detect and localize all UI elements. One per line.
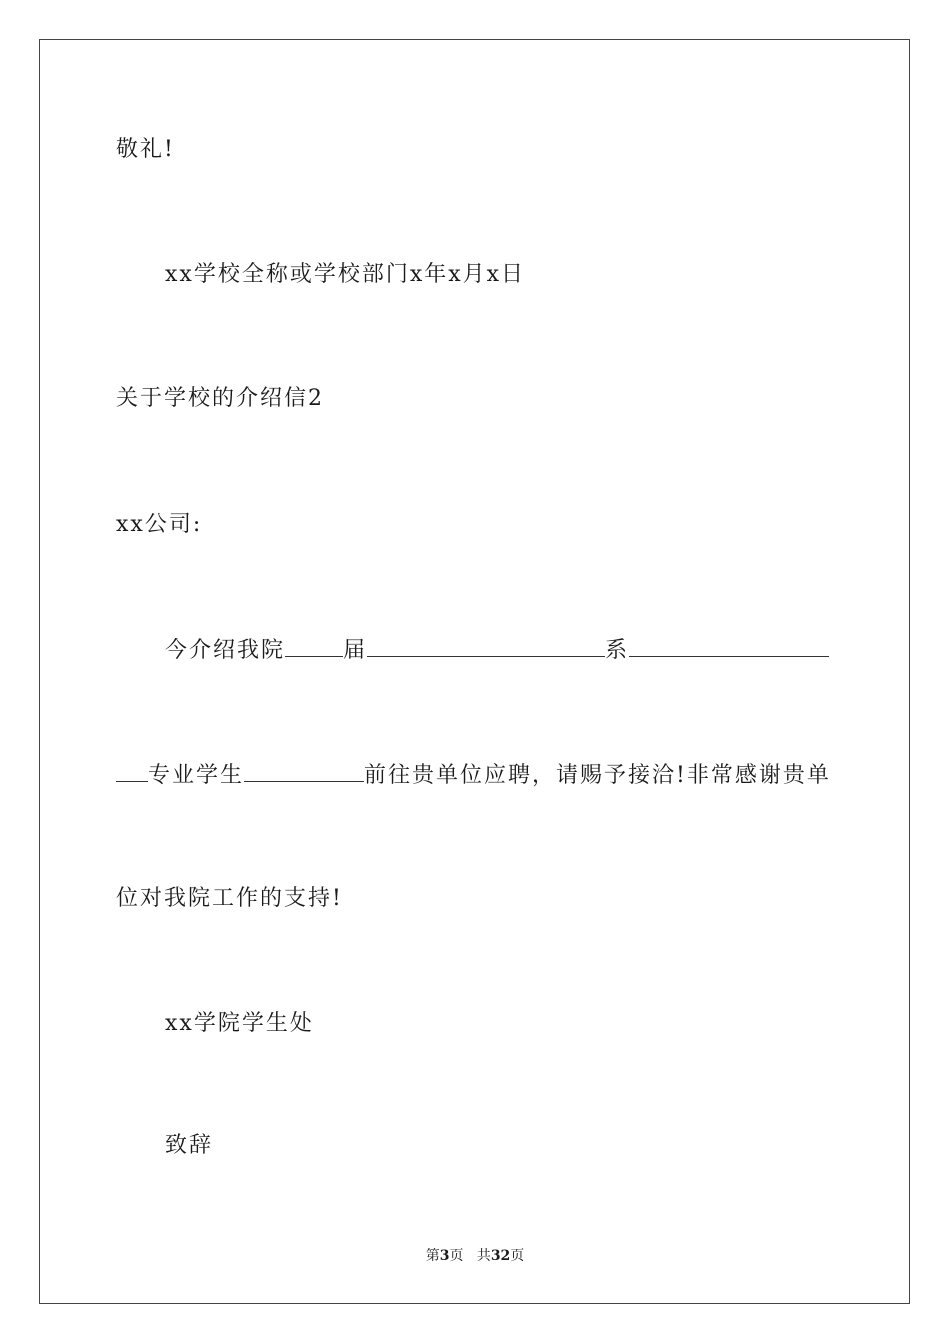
closing-text: 敬礼! — [116, 137, 175, 162]
paragraph-line-3: 位对我院工作的支持! — [116, 886, 343, 911]
paragraph-line-2 — [116, 759, 831, 791]
paragraph-text: 专业学生 — [148, 763, 245, 788]
regards-text: 致辞 — [165, 1133, 214, 1158]
paragraph-text: 届 — [343, 638, 368, 663]
sender-text: xx学院学生处 — [165, 1011, 314, 1036]
footer-page-suffix: 页 — [449, 1248, 464, 1264]
blank-student-name — [244, 759, 364, 782]
footer-total-prefix: 共 — [476, 1248, 491, 1264]
paragraph-text: 系 — [605, 638, 630, 663]
blank-year — [285, 634, 343, 657]
footer-page-prefix: 第 — [425, 1248, 440, 1264]
paragraph-line-1 — [165, 634, 829, 666]
page-frame — [39, 39, 910, 1304]
blank-major — [629, 634, 829, 657]
page-footer — [0, 1246, 950, 1266]
paragraph-text: 今介绍我院 — [165, 638, 286, 663]
blank-department — [367, 634, 605, 657]
blank-major-cont — [116, 759, 148, 782]
signature-text: xx学校全称或学校部门x年x月x日 — [165, 262, 526, 287]
footer-page-number: 3 — [439, 1248, 450, 1264]
footer-total-suffix: 页 — [510, 1248, 525, 1264]
letter-heading: 关于学校的介绍信2 — [116, 386, 324, 411]
footer-total-pages: 32 — [490, 1248, 511, 1264]
salutation-text: xx公司: — [116, 512, 203, 537]
paragraph-text: 前往贵单位应聘，请赐予接洽!非常感谢贵单 — [364, 763, 831, 788]
